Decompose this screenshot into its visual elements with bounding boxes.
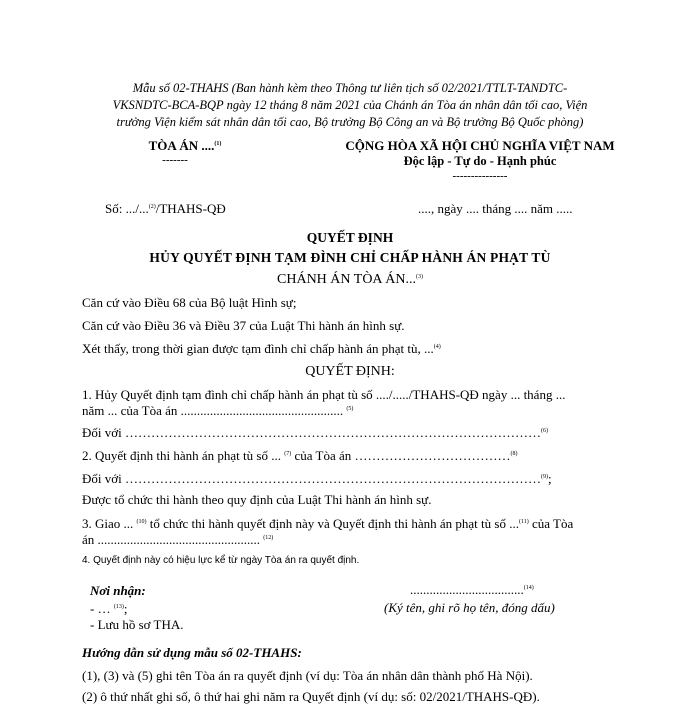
decision-authority — [0, 272, 700, 288]
item-3-note-2: (11) — [518, 519, 529, 525]
recipient-1 — [90, 601, 127, 617]
signature-line — [410, 582, 534, 598]
item-2-text-2: của Tòa án ……………………………… — [291, 448, 511, 463]
ground-3-text: Xét thấy, trong thời gian được tạm đình chỉ chấp hành án phạt tù, ... — [82, 341, 434, 356]
recipients-title: Nơi nhận: — [90, 583, 146, 598]
header-note-line-3: trưởng Viện kiểm sát nhân dân tối cao, Bộ trưởng Bộ Công an và Bộ trưởng Bộ Quốc phòng) — [116, 115, 584, 129]
authority-text: CHÁNH ÁN TÒA ÁN... — [277, 272, 416, 287]
item-4: 4. Quyết định này có hiệu lực kể từ ngày Tòa án ra quyết định. — [82, 555, 360, 566]
item-2-text-1: 2. Quyết định thi hành án phạt tù số ... — [82, 448, 285, 463]
ground-2: Căn cứ vào Điều 36 và Điều 37 của Luật Thi hành án hình sự. — [82, 318, 405, 333]
item-2-note-2: (8) — [510, 451, 518, 457]
ground-1: Căn cứ vào Điều 68 của Bộ luật Hình sự; — [82, 295, 297, 310]
item-1-subject-note: (6) — [541, 428, 548, 434]
authority-note: (3) — [415, 274, 423, 280]
item-3-note-1: (10) — [136, 519, 147, 525]
header-note-line-1: Mẫu số 02-THAHS (Ban hành kèm theo Thông tư liên tịch số 02/2021/TTLT-TANDTC- — [132, 81, 568, 95]
item-1-line-2 — [82, 403, 353, 419]
item-2-subject-text: Đối với …………………………………………………………………………………… — [82, 471, 541, 486]
decision-title: QUYẾT ĐỊNH — [306, 230, 394, 245]
item-2-subject-note: (9) — [541, 474, 548, 480]
court-name — [110, 138, 260, 154]
guide-title: Hướng dẫn sử dụng mẫu số 02-THAHS: — [82, 645, 302, 660]
item-3-text-1: 3. Giao ... — [82, 516, 137, 531]
recipient-1-note: (13) — [113, 604, 124, 610]
item-2-subject-end: ; — [548, 471, 552, 486]
item-1-line-1: 1. Hủy Quyết định tạm đình chỉ chấp hành án phạt tù số ..../...../THAHS-QĐ ngày ... tháng ... — [82, 387, 566, 402]
item-2-organization: Được tổ chức thi hành theo quy định của Luật Thi hành án hình sự. — [82, 492, 432, 507]
item-1-note: (5) — [346, 406, 354, 412]
ground-3-note: (4) — [433, 344, 441, 350]
decision-subtitle: HỦY QUYẾT ĐỊNH TẠM ĐÌNH CHỈ CHẤP HÀNH ÁN PHẠT TÙ — [149, 250, 551, 265]
item-3-text-2: tổ chức thi hành quyết định này và Quyết định thi hành án phạt tù số ... — [146, 516, 519, 531]
court-name-note: (1) — [214, 141, 222, 147]
item-3-note-3: (12) — [263, 535, 274, 541]
item-2-subject — [82, 471, 552, 487]
document-number-note: (2) — [148, 204, 156, 210]
item-3-line-2 — [82, 532, 273, 548]
guide-line-2: (2) ô thứ nhất ghi số, ô thứ hai ghi năm ra Quyết định (ví dụ: số: 02/2021/THAHS-QĐ). — [82, 689, 540, 704]
document-number — [105, 201, 226, 217]
item-3-line-2-text: án .................................................. — [82, 532, 264, 547]
item-2-note-1: (7) — [284, 451, 292, 457]
header-note-line-2: VKSNDTC-BCA-BQP ngày 12 tháng 8 năm 2021 của Chánh án Tòa án nhân dân tối cao, Viện — [112, 98, 588, 112]
court-name-text: TÒA ÁN .... — [148, 138, 215, 153]
item-2-line — [82, 448, 518, 464]
recipient-2: - Lưu hồ sơ THA. — [90, 617, 184, 632]
decision-heading: QUYẾT ĐỊNH: — [305, 364, 395, 379]
nation-underline: --------------- — [452, 170, 508, 182]
guide-line-1: (1), (3) và (5) ghi tên Tòa án ra quyết định (ví dụ: Tòa án nhân dân thành phố Hà Nội). — [82, 668, 533, 683]
nation-title: CỘNG HÒA XÃ HỘI CHỦ NGHĨA VIỆT NAM — [345, 138, 615, 153]
document-date: ...., ngày .... tháng .... năm ..... — [418, 201, 573, 216]
item-3-text-3: của Tòa — [528, 516, 574, 531]
item-3-line-1 — [82, 516, 573, 532]
ground-3 — [82, 341, 441, 357]
signature-dots: ................................... — [410, 582, 524, 597]
item-1-line-2-text: năm ... của Tòa án .................................................. — [82, 403, 347, 418]
recipient-1-end: ; — [123, 601, 128, 616]
signature-caption: (Ký tên, ghi rõ họ tên, đóng dấu) — [384, 600, 555, 615]
form-header-note — [0, 80, 700, 131]
document-number-prefix: Số: .../... — [105, 201, 149, 216]
signature-note: (14) — [523, 585, 534, 591]
item-1-subject-text: Đối với …………………………………………………………………………………… — [82, 425, 541, 440]
document-number-suffix: /THAHS-QĐ — [155, 201, 226, 216]
court-underline: ------- — [162, 154, 188, 166]
recipient-1-text: - … — [90, 601, 114, 616]
item-1-subject — [82, 425, 548, 441]
nation-motto: Độc lập - Tự do - Hạnh phúc — [403, 154, 557, 168]
